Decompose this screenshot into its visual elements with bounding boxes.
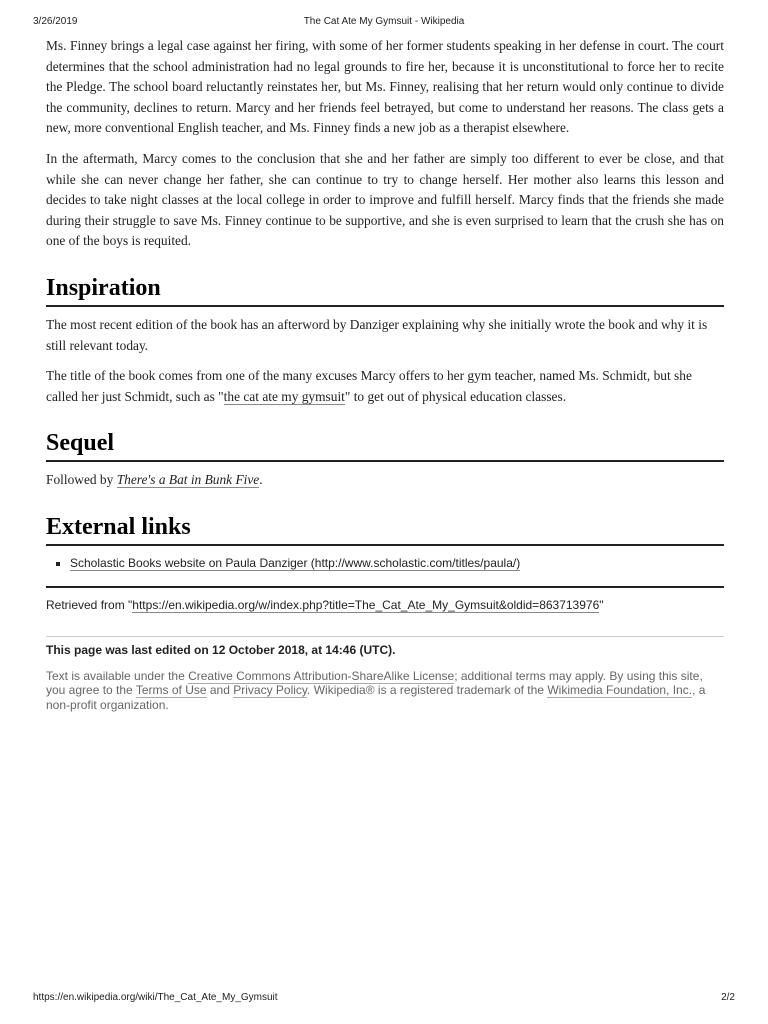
print-date: 3/26/2019 xyxy=(33,16,78,27)
wikimedia-foundation-link[interactable]: Wikimedia Foundation, Inc. xyxy=(547,683,693,698)
sequel-text-after: . xyxy=(259,472,263,488)
cat-ate-gymsuit-link[interactable]: the cat ate my gymsuit xyxy=(223,388,345,404)
external-links-list xyxy=(46,554,724,572)
retrieved-from xyxy=(46,596,724,614)
permanent-link[interactable]: https://en.wikipedia.org/w/index.php?title=The_Cat_Ate_My_Gymsuit&oldid=863713976 xyxy=(132,597,600,612)
list-item xyxy=(70,554,724,572)
cc-license-link[interactable]: Creative Commons Attribution-ShareAlike License xyxy=(188,668,455,683)
scholastic-link[interactable]: Scholastic Books website on Paula Danziger (http://www.scholastic.com/titles/paula/) xyxy=(70,555,521,570)
sequel-paragraph xyxy=(46,470,724,491)
inspiration-paragraph-2 xyxy=(46,366,724,407)
retrieved-text-before: Retrieved from " xyxy=(46,597,133,612)
plot-paragraph-2: In the aftermath, Marcy comes to the conclusion that she and her father are simply too different to ever be close, and that while she can never change her father, she can continue to try to change herself. Her mother also learns this lesson and decides to take night classes at the local college in order to improve and fulfill herself. Marcy finds that the friends she made during their struggle to save Ms. Finney continue to be supportive, and she is even surprised to learn that the crush she has on one of the boys is requited. xyxy=(46,150,724,249)
retrieved-text-after: " xyxy=(599,597,604,612)
print-page-title: The Cat Ate My Gymsuit - Wikipedia xyxy=(303,16,465,27)
print-page-number: 2/2 xyxy=(721,992,735,1003)
section-heading-external-links: External links xyxy=(46,513,724,546)
sequel-text-before: Followed by xyxy=(46,472,117,488)
license-text-2: ; additional terms may apply. By using this site, you agree to the xyxy=(46,668,703,698)
section-heading-sequel: Sequel xyxy=(46,429,724,462)
inspiration-text-after: " to get out of physical education classes. xyxy=(344,388,567,404)
last-edited-notice: This page was last edited on 12 October 2018, at 14:46 (UTC). xyxy=(46,636,724,657)
print-url: https://en.wikipedia.org/wiki/The_Cat_Ate_My_Gymsuit xyxy=(33,992,278,1003)
license-notice xyxy=(46,669,724,713)
article-content xyxy=(46,36,724,712)
external-links-list-wrap xyxy=(46,554,724,588)
terms-of-use-link[interactable]: Terms of Use xyxy=(135,683,207,698)
print-header xyxy=(33,16,735,30)
sequel-book-link[interactable]: There's a Bat in Bunk Five xyxy=(116,472,260,488)
license-text-5: , a non-profit organization. xyxy=(46,683,706,712)
inspiration-text-before: The title of the book comes from one of the many excuses Marcy offers to her gym teacher, named Ms. Schmidt, but she called her just Schmidt, such as " xyxy=(46,368,692,404)
privacy-policy-link[interactable]: Privacy Policy xyxy=(233,683,308,698)
inspiration-paragraph-1: The most recent edition of the book has an afterword by Danziger explaining why she initially wrote the book and why it is still relevant today. xyxy=(46,316,708,353)
section-heading-inspiration: Inspiration xyxy=(46,274,724,307)
license-text-4: . Wikipedia® is a registered trademark of the xyxy=(307,683,548,698)
license-text-1: Text is available under the xyxy=(46,668,189,683)
print-footer xyxy=(33,992,735,1006)
plot-paragraph-1: Ms. Finney brings a legal case against her firing, with some of her former students speaking in her defense in court. The court determines that the school administration had no legal grounds to fire her, because it is unconstitutional to force her to recite the Pledge. The school board reluctantly reinstates her, but Ms. Finney, realising that her return would only continue to divide the community, declines to return. Marcy and her friends feel betrayed, but come to understand her reasons. The class gets a new, more conventional English teacher, and Ms. Finney finds a new job as a therapist elsewhere. xyxy=(46,38,724,136)
license-text-3: and xyxy=(206,683,234,698)
